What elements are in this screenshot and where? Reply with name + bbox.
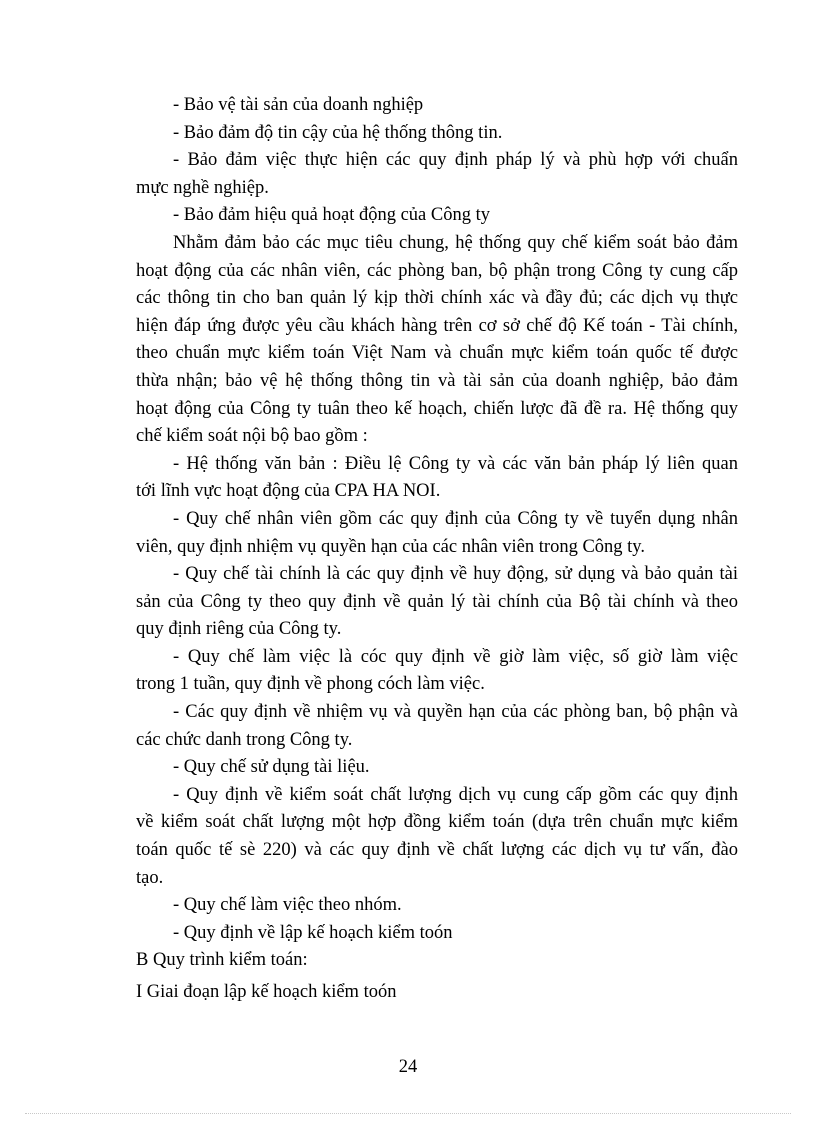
- bullet-line: - Hệ thống văn bản : Điều lệ Công ty và các văn bản pháp lý liên quan: [173, 453, 738, 474]
- text-line: hiện đáp ứng được yêu cầu khách hàng trên cơ sở chế độ Kế toán - Tài chính,: [136, 315, 738, 336]
- text-line: tạo.: [136, 867, 164, 888]
- text-line: toán quốc tế sè 220) và các quy định về chất lượng các dịch vụ tư vấn, đào: [136, 840, 738, 861]
- text-line: hoạt động của các nhân viên, các phòng ban, bộ phận trong Công ty cung cấp: [136, 260, 738, 281]
- text-line: về kiểm soát chất lượng một hợp đồng kiểm toán (dựa trên chuẩn mực kiểm: [136, 812, 738, 833]
- subsection-heading: I Giai đoạn lập kế hoạch kiểm toón: [136, 982, 397, 1002]
- footer-divider: [25, 1113, 791, 1114]
- text-line: tới lĩnh vực hoạt động của CPA HA NOI.: [136, 481, 441, 502]
- text-line: các chức danh trong Công ty.: [136, 729, 353, 750]
- text-line: theo chuẩn mực kiểm toán Việt Nam và chuẩn mực kiểm toán quốc tế được: [136, 343, 738, 364]
- text-line: sản của Công ty theo quy định về quản lý tài chính của Bộ tài chính và theo: [136, 591, 738, 612]
- text-line: hoạt động của Công ty tuân theo kế hoạch, chiến lược đã đề ra. Hệ thống quy: [136, 398, 738, 419]
- bullet-line: - Bảo đảm việc thực hiện các quy định pháp lý và phù hợp với chuẩn: [173, 150, 738, 171]
- bullet-line: - Quy định về lập kế hoạch kiểm toón: [173, 922, 453, 943]
- bullet-line: - Bảo đảm độ tin cậy của hệ thống thông tin.: [173, 122, 503, 143]
- text-line: mực nghề nghiệp.: [136, 177, 269, 198]
- text-line: chế kiểm soát nội bộ bao gồm :: [136, 426, 368, 447]
- bullet-line: - Quy chế sử dụng tài liệu.: [173, 757, 370, 778]
- text-line: các thông tin cho ban quản lý kịp thời chính xác và đầy đủ; các dịch vụ thực: [136, 288, 738, 309]
- bullet-line: - Quy định về kiểm soát chất lượng dịch vụ cung cấp gồm các quy định: [173, 784, 738, 805]
- section-heading: B Quy trình kiểm toán:: [136, 950, 308, 971]
- text-line: trong 1 tuần, quy định về phong cóch làm việc.: [136, 674, 485, 695]
- document-body: [136, 92, 738, 1007]
- text-line: viên, quy định nhiệm vụ quyền hạn của các nhân viên trong Công ty.: [136, 536, 645, 557]
- text-line: quy định riêng của Công ty.: [136, 619, 342, 640]
- paragraph-line: Nhằm đảm bảo các mục tiêu chung, hệ thống quy chế kiểm soát bảo đảm: [173, 232, 738, 253]
- bullet-line: - Quy chế tài chính là các quy định về huy động, sử dụng và bảo quản tài: [173, 564, 738, 585]
- bullet-line: - Bảo đảm hiệu quả hoạt động của Công ty: [173, 205, 491, 226]
- bullet-line: - Quy chế nhân viên gồm các quy định của Công ty về tuyển dụng nhân: [173, 508, 738, 529]
- bullet-line: - Quy chế làm việc theo nhóm.: [173, 895, 402, 916]
- bullet-line: - Các quy định về nhiệm vụ và quyền hạn của các phòng ban, bộ phận và: [173, 702, 738, 723]
- bullet-line: - Quy chế làm việc là cóc quy định về giờ làm việc, số giờ làm việc: [173, 646, 738, 667]
- text-line: thừa nhận; bảo vệ hệ thống thông tin và tài sản của doanh nghiệp, bảo đảm: [136, 370, 738, 391]
- bullet-line: - Bảo vệ tài sản của doanh nghiệp: [173, 95, 424, 115]
- page-number: 24: [398, 1057, 418, 1077]
